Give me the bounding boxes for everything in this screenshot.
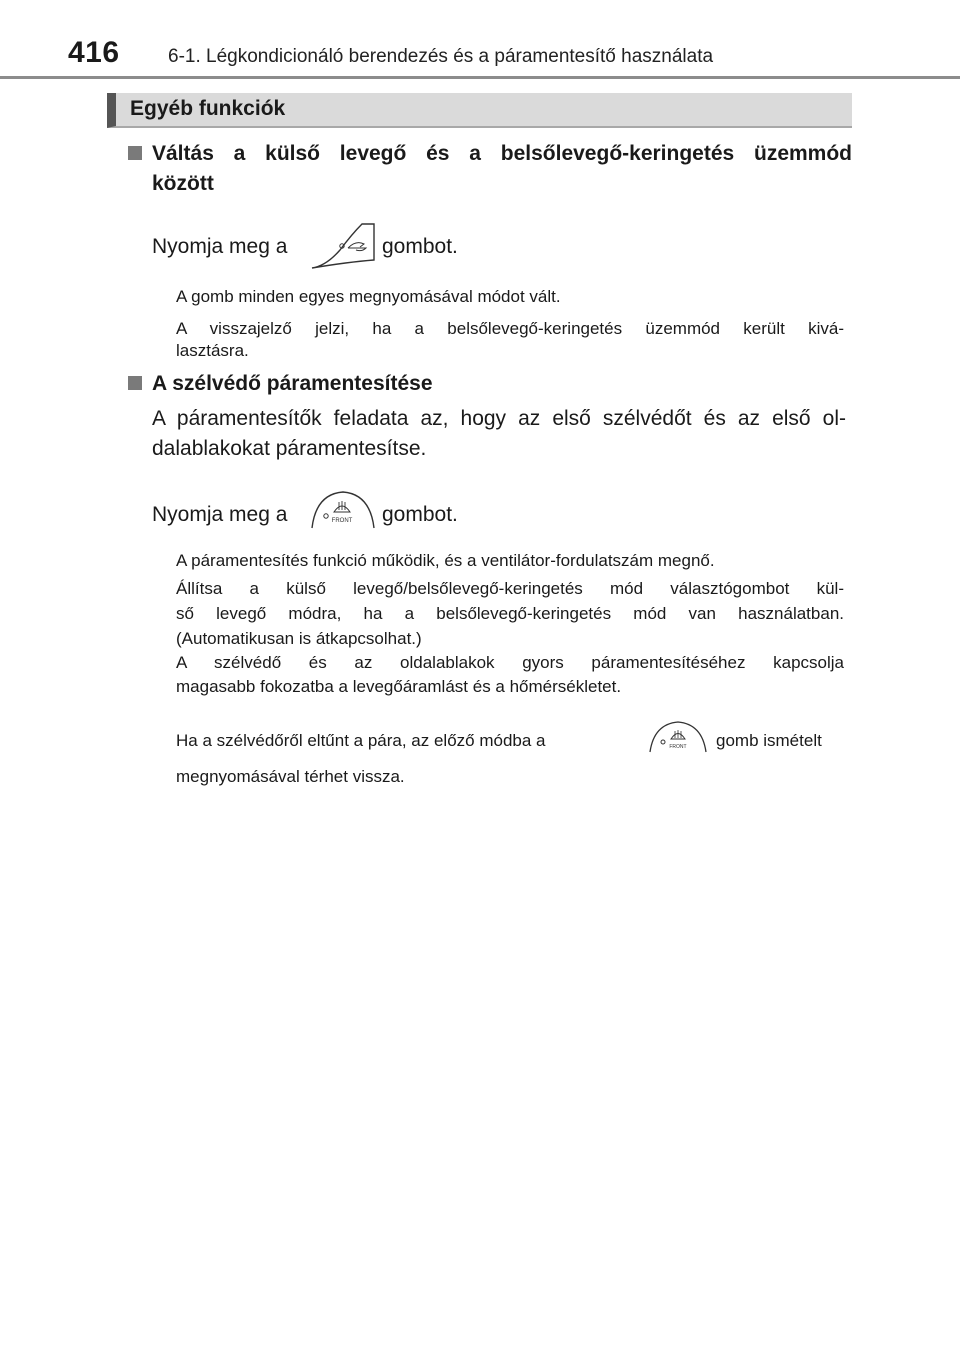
front-label: FRONT (331, 518, 353, 524)
section-title-bar (107, 93, 852, 128)
page-number: 416 (68, 36, 120, 69)
block2-note3-line2: magasabb fokozatba a levegőáramlást és a hőmérsékletet. (176, 677, 622, 696)
block1-heading-line2: között (152, 172, 214, 195)
block2-press-suffix: gombot. (382, 503, 458, 526)
front-label: FRONT (669, 744, 687, 750)
block2-note2-line2: ső levegő módra, ha a belsőlevegő-keringetés mód van használatban. (176, 604, 844, 623)
bullet-square-icon (128, 146, 142, 160)
recirculation-button-icon (308, 220, 376, 272)
bullet-square-icon (128, 376, 142, 390)
block2-note4-line2: megnyomásával térhet vissza. (176, 767, 405, 786)
section-title: Egyéb funkciók (130, 97, 286, 120)
block2-note4-prefix: Ha a szélvédőről eltűnt a pára, az előző módba a (176, 731, 546, 750)
block2-press-prefix: Nyomja meg a (152, 503, 288, 526)
block2-note1: A páramentesítés funkció működik, és a ventilátor-fordulatszám megnő. (176, 551, 715, 570)
block1-heading-line1: Váltás a külső levegő és a belsőlevegő-keringetés üzemmód (152, 142, 852, 165)
block1-press-suffix: gombot. (382, 235, 458, 258)
block2-intro-line1: A páramentesítők feladata az, hogy az első szélvédőt és az első ol- (152, 407, 846, 430)
block2-intro-line2: dalablakokat páramentesítse. (152, 437, 427, 460)
block2-note4-suffix: gomb ismételt (716, 731, 822, 750)
block1-note1: A gomb minden egyes megnyomásával módot vált. (176, 287, 561, 306)
block1-note2-line1: A visszajelző jelzi, ha a belsőlevegő-keringetés üzemmód került kivá- (176, 319, 844, 338)
block2-note2-line3: (Automatikusan is átkapcsolhat.) (176, 629, 422, 648)
block1-note2-line2: lasztásra. (176, 341, 249, 360)
chapter-title: 6-1. Légkondicionáló berendezés és a páramentesítő használata (168, 46, 714, 67)
front-defroster-button-icon (648, 720, 708, 754)
header-divider (0, 76, 960, 79)
block2-note3-line1: A szélvédő és az oldalablakok gyors páramentesítéséhez kapcsolja (176, 653, 844, 672)
front-defroster-button-icon (310, 490, 376, 530)
block2-note2-line1: Állítsa a külső levegő/belsőlevegő-keringetés mód választógombot kül- (176, 579, 844, 598)
block1-press-prefix: Nyomja meg a (152, 235, 288, 258)
block2-heading: A szélvédő páramentesítése (152, 372, 433, 395)
